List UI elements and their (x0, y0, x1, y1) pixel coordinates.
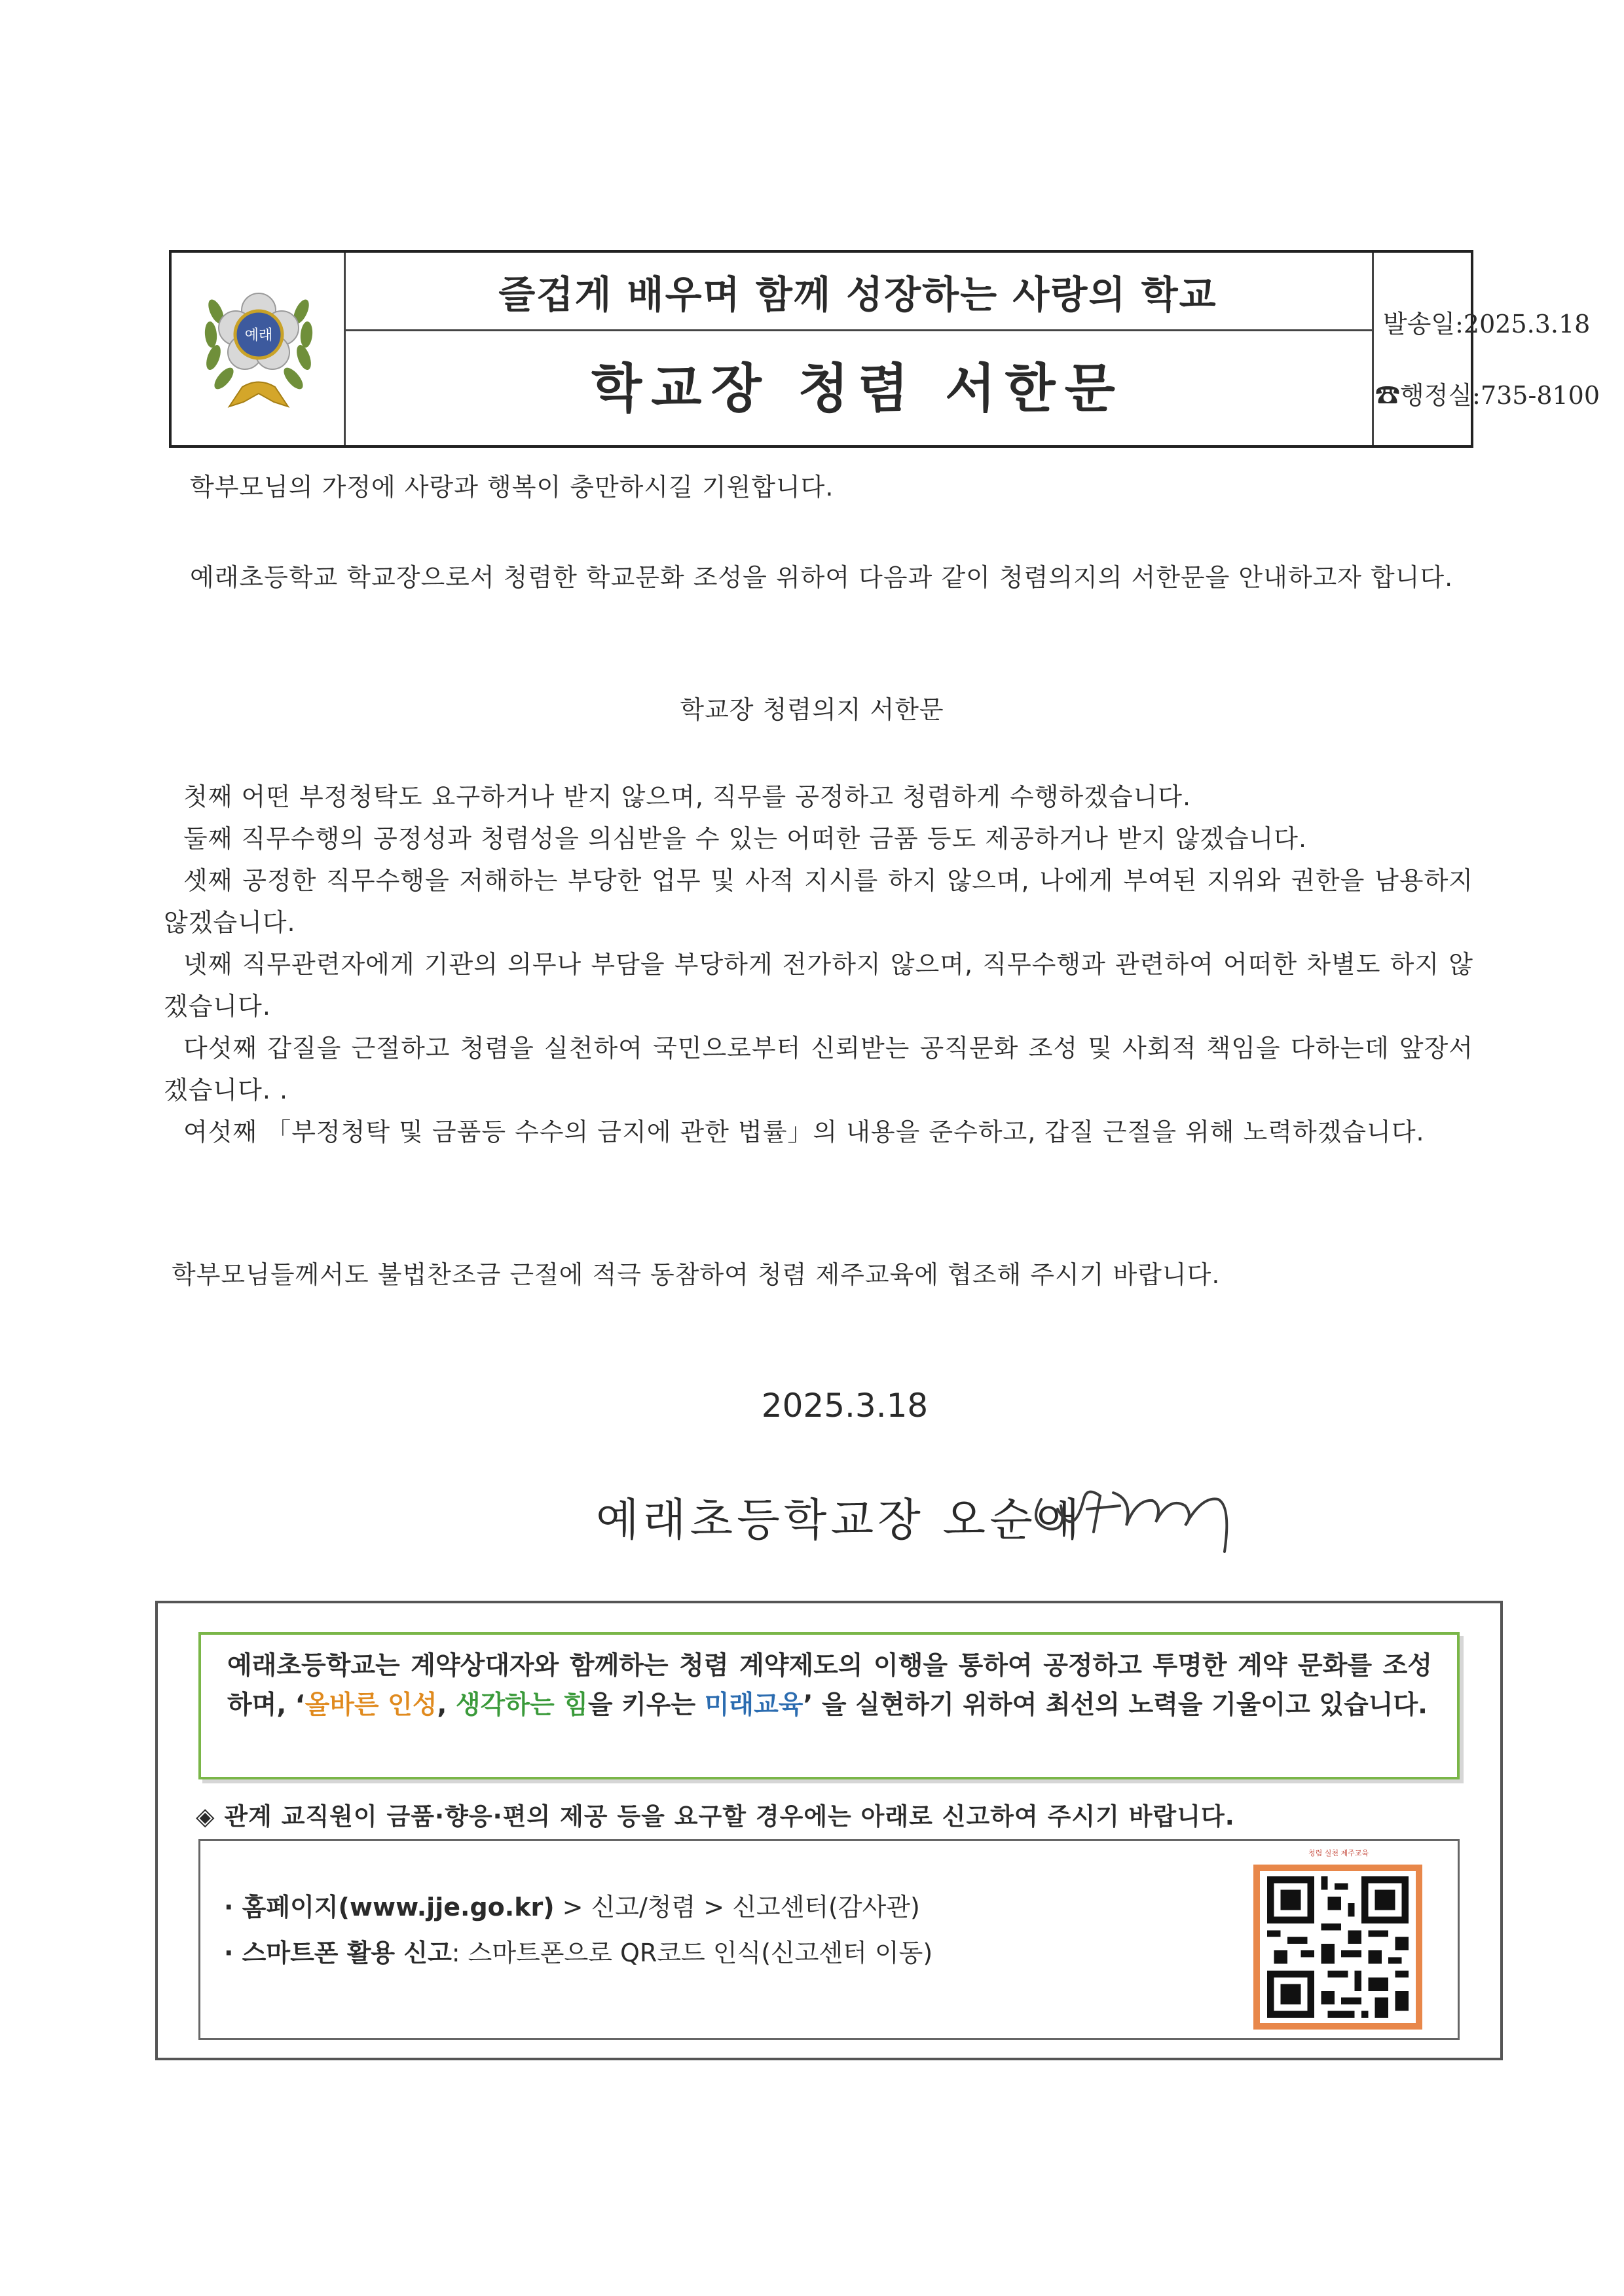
notice-box (155, 1601, 1503, 2060)
school-motto: 즐겁게 배우며 함께 성장하는 사랑의 학교 (498, 272, 1217, 317)
highlight-character: 올바른 인성 (304, 1690, 437, 1720)
commitment-box (198, 1632, 1460, 1779)
qr-code-icon[interactable] (1265, 1876, 1411, 2018)
greeting-text: 학부모님의 가정에 사랑과 행복이 충만하시길 기원합니다. (190, 473, 834, 501)
commitment-text-part: ’ 을 실현하기 위하여 최선의 노력을 기울이고 있습니다. (803, 1690, 1428, 1720)
phone-icon: ☎ (1375, 381, 1401, 410)
commitment-text (227, 1647, 1432, 1725)
qr-caption: 청렴 실천 제주교육 (1308, 1849, 1369, 1857)
closing-text: 학부모님들께서도 불법찬조금 근절에 적극 동참하여 청렴 제주교육에 협조해 주시기 바랍니다. (172, 1260, 1221, 1289)
emblem-text: 예래 (244, 327, 273, 344)
pledge-item-5: 다섯째 갑질을 근절하고 청렴을 실천하여 국민으로부터 신뢰받는 공직문화 조성 및 사회적 책임을 다하는데 앞장서겠습니다. . (164, 1034, 1473, 1104)
pledge-item-2: 둘째 직무수행의 공정성과 청렴성을 의심받을 수 있는 어떠한 금품 등도 제공하거나 받지 않겠습니다. (183, 824, 1308, 853)
header-box (169, 250, 1600, 448)
intro-text: 예래초등학교 학교장으로서 청렴한 학교문화 조성을 위하여 다음과 같이 청렴의지의 서한문을 안내하고자 합니다. (190, 563, 1454, 592)
section-subtitle: 학교장 청렴의지 서한문 (680, 695, 944, 724)
page-title: 학교장 청렴 서한문 (591, 357, 1124, 419)
office-phone (1375, 375, 1600, 411)
signature-icon (1022, 1460, 1257, 1558)
report-smartphone-line (224, 1933, 932, 1969)
commitment-text-part: 을 키우는 (587, 1690, 705, 1720)
school-emblem-icon (196, 272, 321, 423)
pledge-item-1: 첫째 어떤 부정청탁도 요구하거나 받지 않으며, 직무를 공정하고 청렴하게 수행하겠습니다. (183, 782, 1192, 811)
pledge-item-4: 넷째 직무관련자에게 기관의 의무나 부담을 부당하게 전가하지 않으며, 직무수행과 관련하여 어떠한 차별도 하지 않겠습니다. (164, 950, 1473, 1021)
smartphone-desc: : 스마트폰으로 QR코드 인식(신고센터 이동) (451, 1939, 933, 1967)
header-divider (344, 329, 1372, 331)
sign-date: 2025.3.18 (761, 1387, 929, 1425)
highlight-thinking: 생각하는 힘 (455, 1690, 588, 1720)
send-date: 발송일:2025.3.18 (1383, 310, 1591, 338)
pledge-item-6: 여섯째 「부정청탁 및 금품등 수수의 금지에 관한 법률」의 내용을 준수하고, 갑질 근절을 위해 노력하겠습니다. (183, 1118, 1425, 1146)
qr-frame (1253, 1865, 1422, 2030)
report-homepage-line (224, 1887, 920, 1923)
signer-name: 예래초등학교장 오순애 (596, 1495, 1084, 1546)
emblem-cell (172, 253, 346, 445)
pledge-item-3: 셋째 공정한 직무수행을 저해하는 부당한 업무 및 사적 지시를 하지 않으며, 나에게 부여된 지위와 권한을 남용하지 않겠습니다. (164, 866, 1473, 937)
report-notice: ◈ 관계 교직원이 금품·향응·편의 제공 등을 요구할 경우에는 아래로 신고하여 주시기 바랍니다. (196, 1802, 1235, 1831)
homepage-path: > 신고/청렴 > 신고센터(감사관) (554, 1893, 920, 1922)
commitment-text-part: 예래초등학교는 계약상대자와 함께하는 청렴 계약제도의 이행을 통하여 공정하고 투명한 계약 문화를 조성하며, ‘ (227, 1651, 1432, 1720)
smartphone-label: · 스마트폰 활용 신고 (224, 1939, 452, 1967)
header-info-cell (1374, 253, 1471, 445)
highlight-future-education: 미래교육 (704, 1690, 803, 1720)
homepage-link[interactable]: · 홈페이지(www.jje.go.kr) (224, 1893, 555, 1922)
report-box (198, 1839, 1460, 2040)
header-center-cell (344, 253, 1374, 445)
qr-section (1240, 1848, 1437, 2032)
commitment-text-separator: , (437, 1690, 456, 1720)
office-phone-text: 행정실:735-8100 (1400, 381, 1600, 410)
